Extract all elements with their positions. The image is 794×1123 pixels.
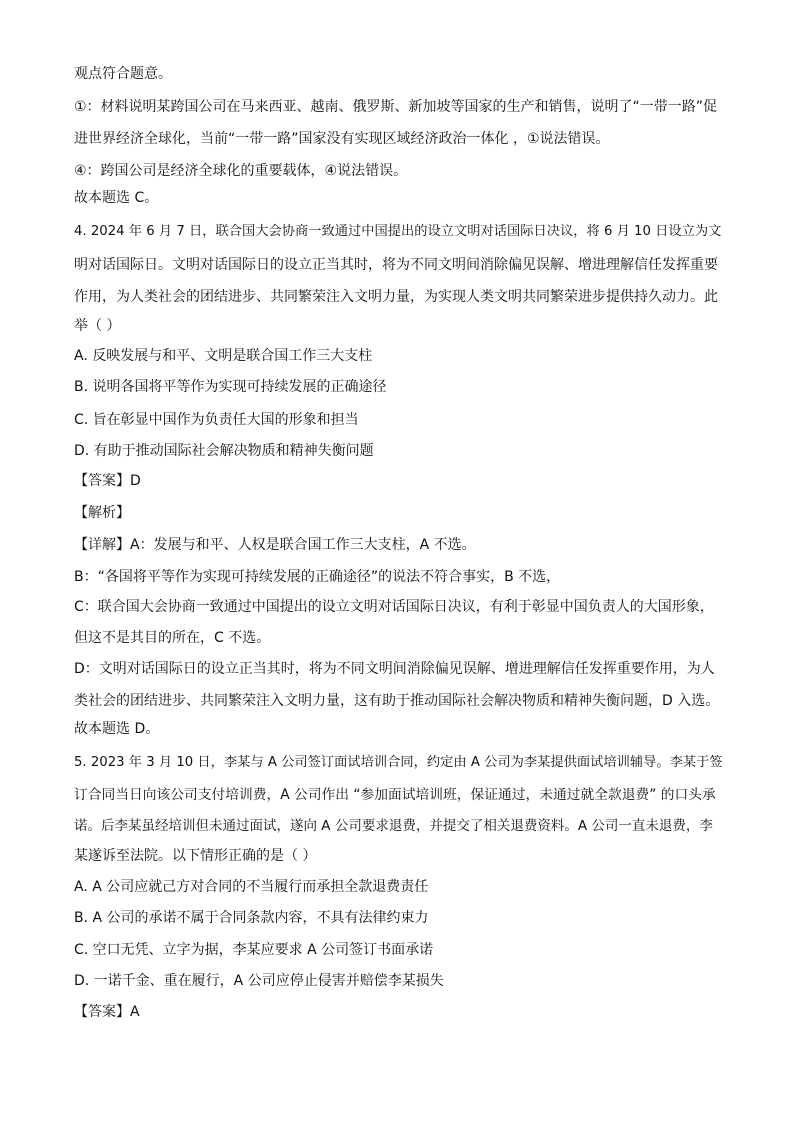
question-5-stem: 5. 2023 年 3 月 10 日，李某与 A 公司签订面试培训合同，约定由 A 公司为李某提供面试培训辅导。李某于签 [74,755,723,770]
question-5-stem: 某遂诉至法院。以下情形正确的是（ ） [74,848,317,864]
answer-label: 【答案】A [74,1004,140,1020]
question-5-stem: 诺。后李某虽经培训但未通过面试，遂向 A 公司要求退费，并提交了相关退费资料。A 公司一直未退费，李 [74,818,713,834]
detail-line: D：文明对话国际日的设立正当其时，将为不同文明间消除偏见误解、增进理解信任发挥重要作用，为人 [74,661,715,677]
question-4-option-b: B. 说明各国将平等作为实现可持续发展的正确途径 [74,379,387,395]
text-line: 故本题选 D。 [74,721,160,737]
question-5-option-b: B. A 公司的承诺不属于合同条款内容，不具有法律约束力 [74,910,429,926]
question-4-stem: 明对话国际日。文明对话国际日的设立正当其时，将为不同文明间消除偏见误解、增进理解信任发挥重要 [74,257,718,273]
question-4-stem: 4. 2024 年 6 月 7 日，联合国大会协商一致通过中国提出的设立文明对话国际日决议，将 6 月 10 日设立为文 [74,224,722,239]
detail-line: C：联合国大会协商一致通过中国提出的设立文明对话国际日决议，有利于彰显中国负责人的大国形象， [74,599,714,615]
text-line: 故本题选 C。 [74,190,159,206]
detail-line: 【详解】A：发展与和平、人权是联合国工作三大支柱，A 不选。 [74,537,476,553]
detail-line: B：“各国将平等作为实现可持续发展的正确途径”的说法不符合事实，B 不选， [74,569,561,585]
question-5-option-d: D. 一诺千金、重在履行，A 公司应停止侵害并赔偿李某损失 [74,973,444,989]
text-line: ①：材料说明某跨国公司在马来西亚、越南、俄罗斯、新加坡等国家的生产和销售，说明了“一带一路”促 [74,99,718,115]
question-5-stem: 订合同当日向该公司支付培训费，A 公司作出 “参加面试培训班，保证通过，未通过就全款退费” 的口头承 [74,787,716,803]
answer-label: 【答案】D [74,473,141,489]
detail-line: 类社会的团结进步、共同繁荣注入文明力量，这有助于推动国际社会解决物质和精神失衡问题，D 入选。 [74,693,720,709]
question-5-option-c: C. 空口无凭、立字为据，李某应要求 A 公司签订书面承诺 [74,942,434,958]
question-4-stem: 举（ ） [74,318,121,334]
question-4-option-c: C. 旨在彰显中国作为负责任大国的形象和担当 [74,412,359,428]
question-4-stem: 作用，为人类社会的团结进步、共同繁荣注入文明力量，为实现人类文明共同繁荣进步提供持久动力。此 [74,289,718,305]
text-line: 进世界经济全球化，当前“一带一路”国家没有实现区域经济政治一体化 ，①说法错误。 [74,131,610,147]
text-line: 观点符合题意。 [74,66,172,82]
question-4-option-a: A. 反映发展与和平、文明是联合国工作三大支柱 [74,348,373,364]
question-4-option-d: D. 有助于推动国际社会解决物质和精神失衡问题 [74,443,374,459]
analysis-label: 【解析】 [74,505,130,521]
detail-line: 但这不是其目的所在，C 不选。 [74,630,271,646]
question-5-option-a: A. A 公司应就己方对合同的不当履行而承担全款退费责任 [74,879,429,895]
text-line: ④：跨国公司是经济全球化的重要载体，④说法错误。 [74,163,408,179]
